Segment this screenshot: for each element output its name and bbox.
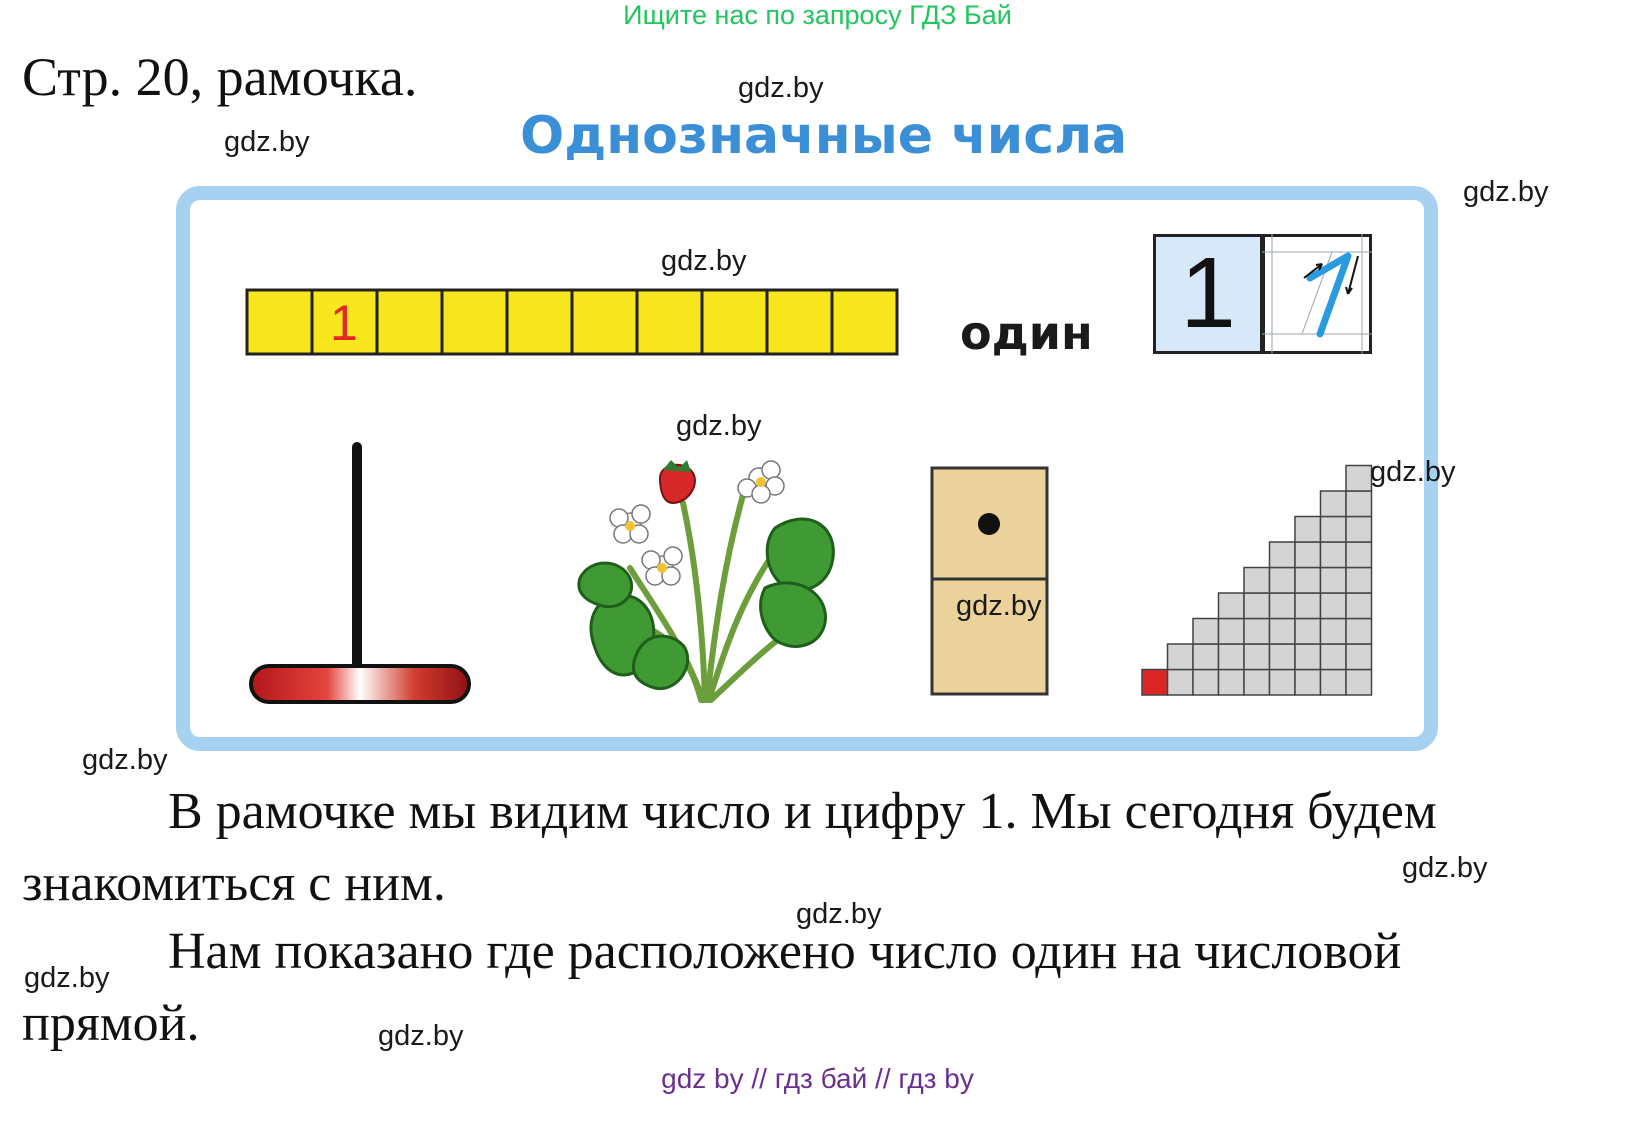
printed-digit: 1: [1180, 237, 1236, 349]
staircase-square: [1346, 670, 1372, 696]
staircase-square: [1270, 670, 1296, 696]
staircase-square: [1295, 568, 1321, 594]
staircase-square: [1321, 568, 1347, 594]
domino-illustration: [930, 466, 1050, 696]
paragraph-2-line-1: Нам показано где расположено число один на числовой: [168, 923, 1402, 980]
watermark: gdz.by: [956, 590, 1042, 622]
staircase-square: [1346, 491, 1372, 517]
staircase-square: [1168, 670, 1194, 696]
number-line-cell: [507, 290, 572, 354]
staircase-square: [1346, 593, 1372, 619]
domino-dot: [978, 513, 1000, 535]
number-line-cell: [832, 290, 897, 354]
number-line-cell: [572, 290, 637, 354]
staircase-square: [1346, 517, 1372, 543]
staircase-square: [1244, 670, 1270, 696]
staircase-square: [1193, 644, 1219, 670]
staircase-square: [1295, 670, 1321, 696]
staircase-square: [1270, 542, 1296, 568]
number-word: один: [960, 306, 1093, 360]
staircase-square: [1346, 619, 1372, 645]
staircase-square: [1346, 542, 1372, 568]
staircase-square: [1346, 644, 1372, 670]
staircase-square: [1168, 644, 1194, 670]
staircase-square: [1219, 644, 1245, 670]
staircase-square: [1270, 619, 1296, 645]
staircase-square: [1244, 593, 1270, 619]
number-line-cell: [377, 290, 442, 354]
staircase-square: [1295, 593, 1321, 619]
staircase-square: [1295, 517, 1321, 543]
staircase-square: [1321, 619, 1347, 645]
staircase-square: [1219, 619, 1245, 645]
watermark: gdz.by: [24, 962, 110, 994]
search-banner: Ищите нас по запросу ГДЗ Бай: [623, 0, 1012, 30]
watermark: gdz.by: [796, 898, 882, 930]
paragraph-2-line-2: прямой.: [22, 995, 200, 1052]
staircase-square: [1295, 542, 1321, 568]
staircase-square: [1219, 593, 1245, 619]
watermark: gdz.by: [661, 245, 747, 277]
footer-links: gdz by // гдз бай // гдз by: [661, 1063, 974, 1094]
staircase-square: [1244, 619, 1270, 645]
watermark: gdz.by: [1402, 852, 1488, 884]
staircase-square: [1193, 619, 1219, 645]
paragraph-1-line-2: знакомиться с ним.: [22, 855, 446, 912]
staircase-square: [1321, 491, 1347, 517]
staircase-square: [1346, 568, 1372, 594]
square-staircase-illustration: [1140, 462, 1376, 698]
watermark: gdz.by: [1370, 456, 1456, 488]
number-line-cell: [247, 290, 312, 354]
watermark: gdz.by: [378, 1020, 464, 1052]
watermark: gdz.by: [676, 410, 762, 442]
staircase-square: [1244, 568, 1270, 594]
number-line-marked-label: 1: [330, 295, 358, 351]
ring-toy-illustration: [245, 440, 475, 710]
staircase-square: [1193, 670, 1219, 696]
staircase-square: [1270, 644, 1296, 670]
number-line-cell: [702, 290, 767, 354]
handwriting-digit-guide: [1262, 234, 1372, 354]
strawberry-plant-illustration: [575, 448, 843, 703]
watermark: gdz.by: [224, 126, 310, 158]
watermark: gdz.by: [82, 744, 168, 776]
staircase-square: [1219, 670, 1245, 696]
staircase-square: [1270, 593, 1296, 619]
watermark: gdz.by: [738, 72, 824, 104]
number-line-cell: [767, 290, 832, 354]
number-line-cell: [442, 290, 507, 354]
staircase-square: [1321, 593, 1347, 619]
page-heading: Стр. 20, рамочка.: [22, 47, 418, 107]
staircase-square: [1295, 619, 1321, 645]
staircase-square: [1295, 644, 1321, 670]
staircase-square: [1346, 466, 1372, 492]
paragraph-2: [22, 916, 1622, 1060]
highlighted-square: [1142, 670, 1168, 696]
staircase-square: [1321, 542, 1347, 568]
staircase-square: [1321, 644, 1347, 670]
staircase-square: [1321, 670, 1347, 696]
staircase-square: [1321, 517, 1347, 543]
number-line-cell: [637, 290, 702, 354]
watermark: gdz.by: [1463, 176, 1549, 208]
staircase-square: [1244, 644, 1270, 670]
staircase-square: [1270, 568, 1296, 594]
paragraph-1-line-1: В рамочке мы видим число и цифру 1. Мы сегодня будем: [168, 783, 1437, 840]
card-title: Однозначные числа: [520, 106, 1128, 166]
